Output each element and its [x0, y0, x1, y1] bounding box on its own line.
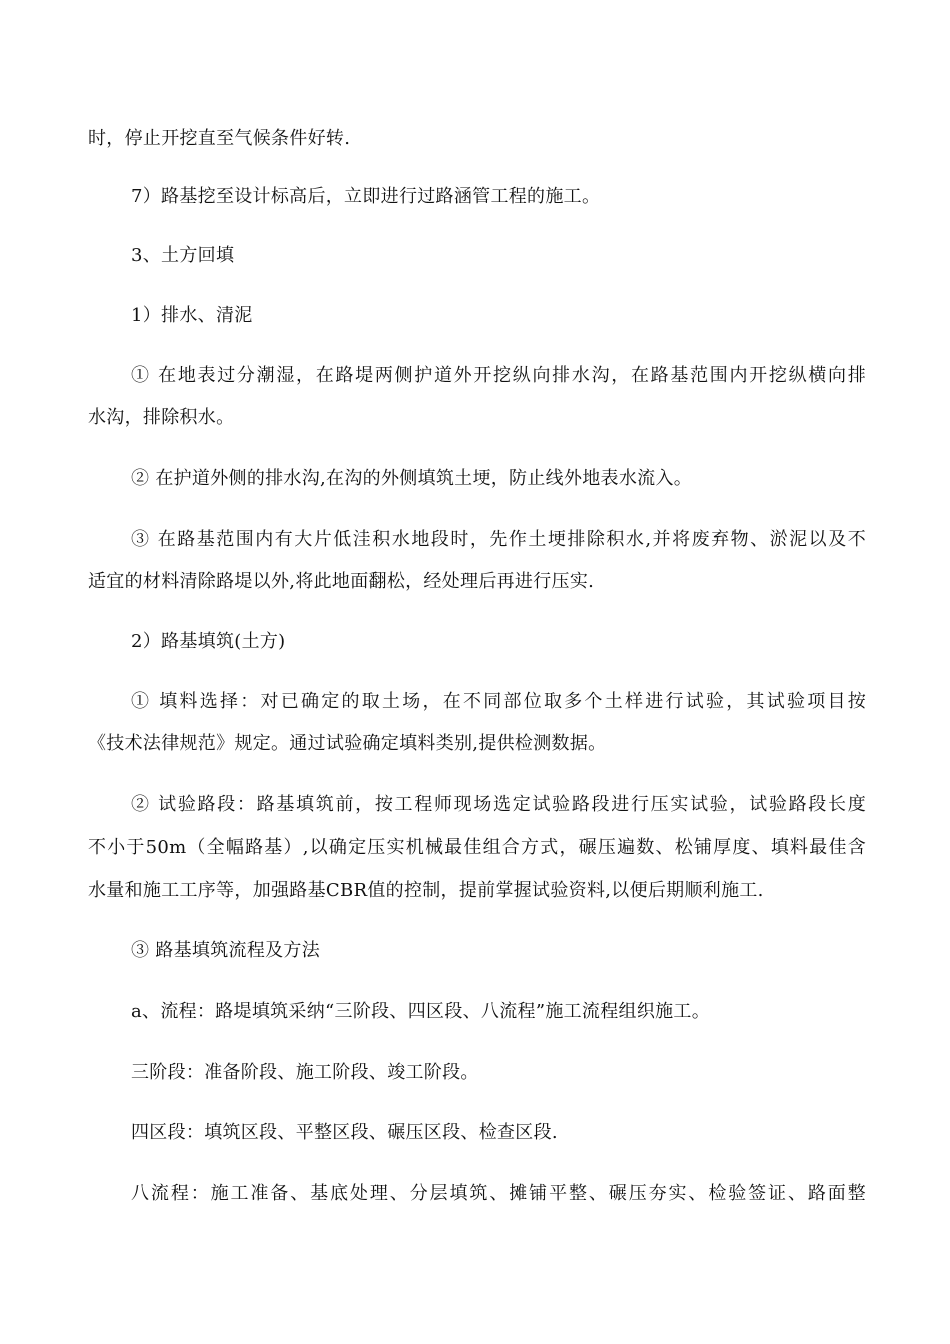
text-line-item-3: ③ 在路基范围内有大片低洼积水地段时，先作土埂排除积水,并将废弃物、淤泥以及不 [131, 529, 866, 550]
text-line-flow: a、流程：路堤填筑采纳“三阶段、四区段、八流程”施工流程组织施工。 [131, 1001, 711, 1022]
text-line-item-1-cont: 水沟，排除积水。 [88, 407, 235, 428]
text-line-fill-selection-cont: 《技术法律规范》规定。通过试验确定填料类别,提供检测数据。 [88, 733, 607, 754]
text-line-test-section: ② 试验路段：路基填筑前，按工程师现场选定试验路段进行压实试验，试验路段长度 [131, 794, 866, 815]
text-line-three-stages: 三阶段：准备阶段、施工阶段、竣工阶段。 [131, 1062, 479, 1083]
text-line-process-heading: ③ 路基填筑流程及方法 [131, 940, 321, 961]
text-line-continuation: 时，停止开挖直至气候条件好转. [88, 128, 351, 149]
subsection-heading-drainage: 1）排水、清泥 [131, 305, 253, 326]
text-line-four-zones: 四区段：填筑区段、平整区段、碾压区段、检查区段. [131, 1122, 558, 1143]
text-line-item-1: ① 在地表过分潮湿，在路堤两侧护道外开挖纵向排水沟，在路基范围内开挖纵横向排 [131, 365, 866, 386]
text-line-test-section-cont-2: 水量和施工工序等，加强路基CBR值的控制，提前掌握试验资料,以便后期顺利施工. [88, 880, 764, 901]
subsection-heading-subgrade-filling: 2）路基填筑(土方) [131, 631, 286, 652]
text-line-eight-processes: 八流程：施工准备、基底处理、分层填筑、摊铺平整、碾压夯实、检验签证、路面整 [131, 1183, 866, 1204]
text-line-step-7: 7）路基挖至设计标高后，立即进行过路涵管工程的施工。 [131, 186, 601, 207]
section-heading-earth-backfill: 3、土方回填 [131, 245, 235, 266]
text-line-item-2: ② 在护道外侧的排水沟,在沟的外侧填筑土埂，防止线外地表水流入。 [131, 468, 693, 489]
text-line-fill-selection: ① 填料选择：对已确定的取土场，在不同部位取多个土样进行试验，其试验项目按 [131, 691, 866, 712]
text-line-test-section-cont-1: 不小于50m（全幅路基）,以确定压实机械最佳组合方式，碾压遍数、松铺厚度、填料最佳含 [88, 837, 866, 858]
text-line-item-3-cont: 适宜的材料清除路堤以外,将此地面翻松，经处理后再进行压实. [88, 571, 595, 592]
